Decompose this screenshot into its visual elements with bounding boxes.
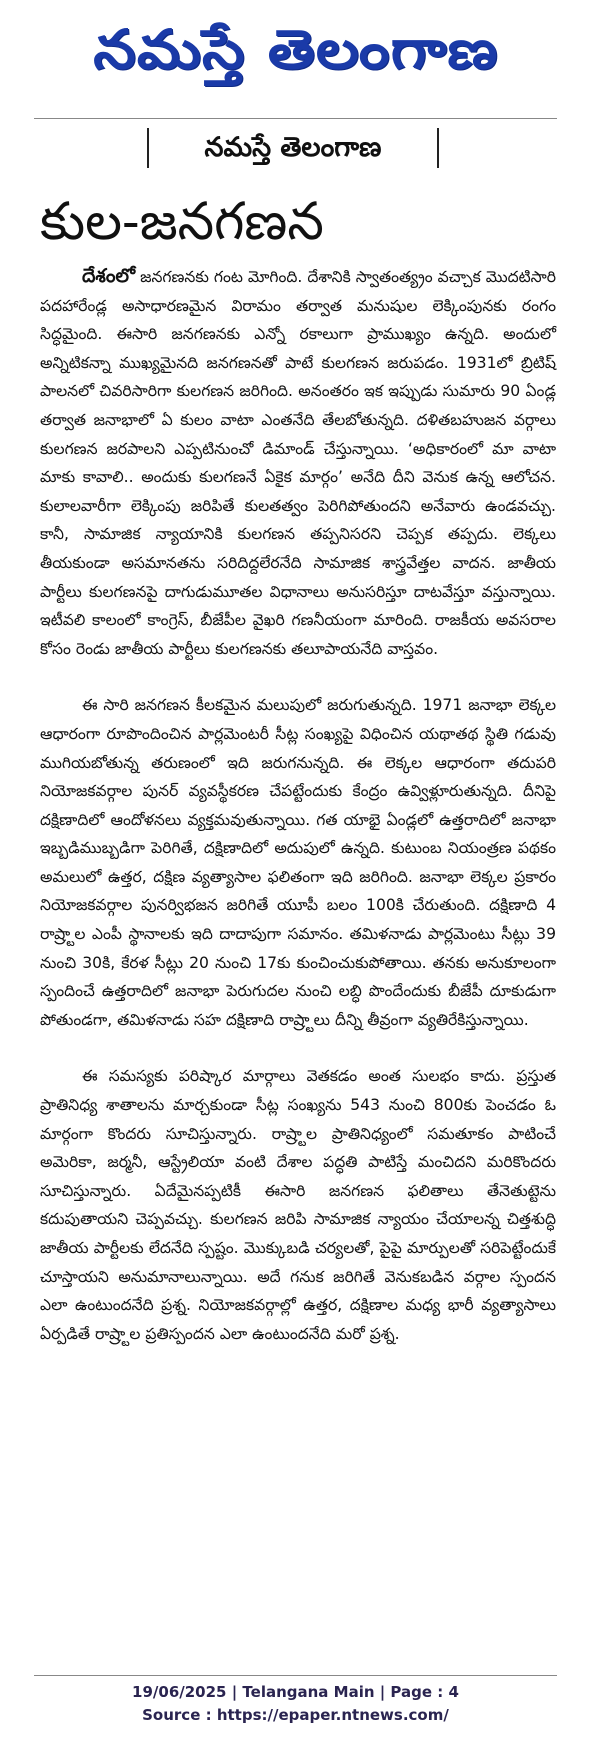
- column-header-title: నమస్తే తెలంగాణ: [204, 132, 382, 163]
- article-paragraph: ఈ సమస్యకు పరిష్కార మార్గాలు వెతకడం అంత సులభం కాదు. ప్రస్తుత ప్రాతినిధ్య శాతాలను మార్చకుండా సీట్ల సంఖ్యను 543 నుంచి 800కు పెంచడం ఓ మార్గంగా కొందరు సూచిస్తున్నారు. రాష్ర్టాల ప్రాతినిధ్యంలో సమతూకం పాటించే అమెరికా, జర్మనీ, ఆస్ట్రేలియా వంటి దేశాల పద్ధతి పాటిస్తే మంచిదని మరికొందరు సూచిస్తున్నారు. ఏదేమైనప్పటికీ ఈసారి జనగణన ఫలితాలు తేనెతుట్టెను కదుపుతాయని చెప్పవచ్చు. కులగణన జరిపి సామాజిక న్యాయం చేయాలన్న చిత్తశుద్ధి జాతీయ పార్టీలకు లేదనేది స్పష్టం. మొక్కుబడి చర్యలతో, పైపై మార్పులతో సరిపెట్టేందుకే చూస్తాయని అనుమానాలున్నాయి. అదే గనుక జరిగితే వెనుకబడిన వర్గాల స్పందన ఎలా ఉంటుందనేది ప్రశ్న. నియోజకవర్గాల్లో ఉత్తర, దక్షిణాల మధ్య భారీ వ్యత్యాసాలు ఏర్పడితే రాష్ర్టాల ప్రతిస్పందన ఎలా ఉంటుందనేది మరో ప్రశ్న.: [40, 1067, 556, 1343]
- masthead-logo: నమస్తే తెలంగాణ: [92, 17, 499, 81]
- bottom-divider: [34, 1675, 557, 1676]
- source-link[interactable]: Source : https://epaper.ntnews.com/: [142, 1706, 449, 1724]
- lead-word: దేశంలో: [82, 265, 136, 287]
- page-footer: [0, 1681, 591, 1727]
- article-paragraph: ఈ సారి జనగణన కీలకమైన మలుపులో జరుగుతున్నది. 1971 జనాభా లెక్కల ఆధారంగా రూపొందించిన పార్లమెంటరీ సీట్ల సంఖ్యపై విధించిన యథాతథ స్థితి గడువు ముగియబోతున్న తరుణంలో ఇది జరుగనున్నది. ఈ లెక్కల ఆధారంగా తదుపరి నియోజకవర్గాల పునర్ వ్యవస్థీకరణ చేపట్టేందుకు కేంద్రం ఉవ్విళ్లూరుతున్నది. దీనిపై దక్షిణాదిలో ఆందోళనలు వ్యక్తమవుతున్నాయి. గత యాభై ఏండ్లలో ఉత్తరాదిలో జనాభా ఇబ్బడిముబ్బడిగా పెరిగితే, దక్షిణాదిలో అదుపులో ఉన్నది. కుటుంబ నియంత్రణ పథకం అమలులో ఉత్తర, దక్షిణ వ్యత్యాసాల ఫలితంగా ఇది జరిగింది. జనాభా లెక్కల ప్రకారం నియోజకవర్గాల పునర్విభజన జరిగితే యూపీ బలం 100కి చేరుతుంది. దక్షిణాది 4 రాష్ర్టాల ఎంపీ స్థానాలకు ఇది దాదాపుగా సమానం. తమిళనాడు పార్లమెంటు సీట్లు 39 నుంచి 30కి, కేరళ సీట్లు 20 నుంచి 17కు కుంచించుకుపోతాయి. తనకు అనుకూలంగా స్పందించే ఉత్తరాదిలో జనాభా పెరుగుదల నుంచి లబ్ధి పొందేందుకు బీజేపీ దూకుడుగా పోతుండగా, తమిళనాడు సహ దక్షిణాది రాష్ర్టాలు దీన్ని తీవ్రంగా వ్యతిరేకిస్తున్నాయి.: [40, 696, 556, 1029]
- edition-info: 19/06/2025 | Telangana Main | Page : 4: [132, 1683, 459, 1701]
- paragraph-text: జనగణనకు గంట మోగింది. దేశానికి స్వాతంత్య్రం వచ్చాక మొదటిసారి పదహారేండ్ల అసాధారణమైన విరామం తర్వాత మనుషుల లెక్కింపునకు రంగం సిద్ధమైంది. ఈసారి జనగణనకు ఎన్నో రకాలుగా ప్రాముఖ్యం ఉన్నది. అందులో అన్నిటికన్నా ముఖ్యమైనది జనగణనతో పాటే కులగణన జరుపడం. 1931లో బ్రిటిష్ పాలనలో చివరిసారిగా కులగణన జరిగింది. అనంతరం ఇక ఇప్పుడు సుమారు 90 ఏండ్ల తర్వాత జనాభాలో ఏ కులం వాటా ఎంతనేది తేలబోతున్నది. దళితబహుజన వర్గాలు కులగణన జరపాలని ఎప్పటినుంచో డిమాండ్ చేస్తున్నాయి. ‘అధికారంలో మా వాటా మాకు కావాలి.. అందుకు కులగణనే ఏకైక మార్గం’ అనేది దీని వెనుక ఉన్న ఆలోచన. కులాలవారీగా లెక్కింపు జరిపితే కులతత్వం పెరిగిపోతుందని అనేవారు ఉండవచ్చు. కానీ, సామాజిక న్యాయానికి కులగణన తప్పనిసరని చెప్పక తప్పదు. లెక్కలు తీయకుండా అసమానతను సరిదిద్దలేరనేది సామాజిక శాస్త్రవేత్తల వాదన. జాతీయ పార్టీలు కులగణనపై దాగుడుమూతల విధానాలు అనుసరిస్తూ దాటవేస్తూ వస్తున్నాయి. ఇటీవలి కాలంలో కాంగ్రెస్, బీజేపీల వైఖరి గణనీయంగా మారింది. రాజకీయ అవసరాల కోసం రెండు జాతీయ పార్టీలు కులగణనకు తలూపాయనేది వాస్తవం.: [40, 268, 556, 658]
- article-headline: కుల-జనగణన: [40, 192, 324, 252]
- article-body: [40, 262, 556, 1348]
- top-divider: [34, 118, 557, 119]
- column-header: [147, 128, 439, 170]
- article-paragraph: [40, 262, 556, 663]
- column-header-right-bar: [437, 128, 439, 168]
- masthead: [0, 8, 591, 90]
